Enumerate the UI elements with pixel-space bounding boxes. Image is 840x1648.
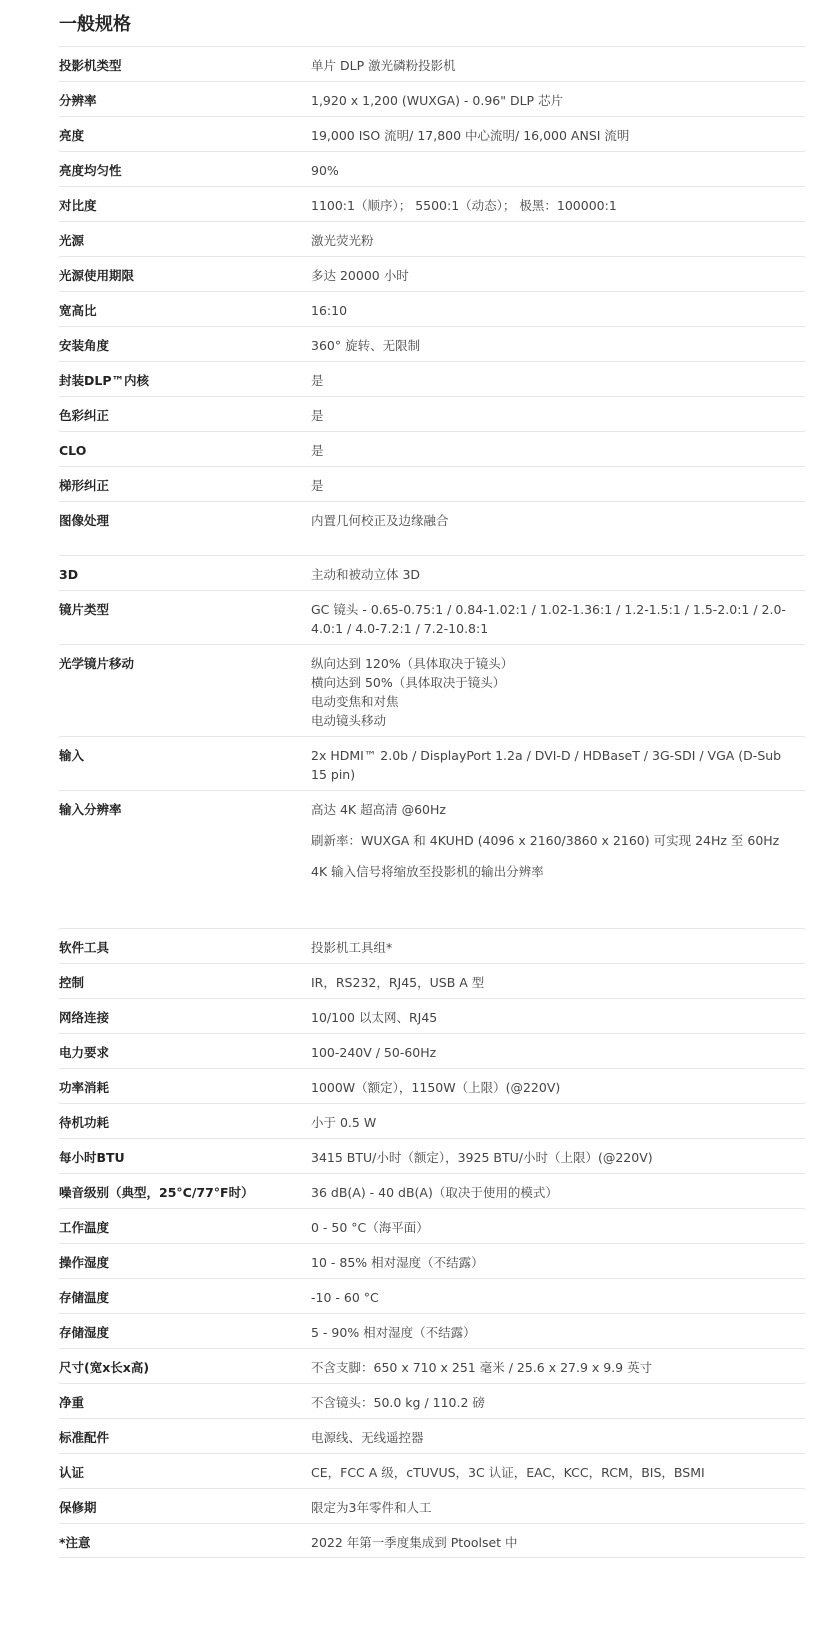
spec-label: 尺寸(宽x长x高) bbox=[59, 1360, 150, 1375]
spec-value bbox=[311, 292, 805, 326]
spec-value bbox=[311, 1419, 805, 1453]
spec-row bbox=[59, 291, 805, 326]
spec-row bbox=[59, 790, 805, 928]
spec-value bbox=[311, 152, 805, 186]
spec-value-line: -10 - 60 °C bbox=[311, 1290, 379, 1305]
spec-row bbox=[59, 186, 805, 221]
spec-label: 3D bbox=[59, 567, 79, 582]
spec-value-paragraph: 高达 4K 超高清 @60Hz bbox=[311, 802, 446, 817]
spec-value bbox=[311, 964, 805, 998]
spec-value-line: 内置几何校正及边缘融合 bbox=[311, 513, 449, 528]
spec-value-line: 2022 年第一季度集成到 Ptoolset 中 bbox=[311, 1535, 518, 1550]
spec-value bbox=[311, 397, 805, 431]
spec-value bbox=[311, 82, 805, 116]
spec-value bbox=[311, 556, 805, 590]
spec-value-line: 1,920 x 1,200 (WUXGA) - 0.96" DLP 芯片 bbox=[311, 93, 564, 108]
spec-value-line: 主动和被动立体 3D bbox=[311, 567, 421, 582]
spec-value bbox=[311, 1524, 805, 1557]
spec-value-line: 小于 0.5 W bbox=[311, 1115, 377, 1130]
spec-label: 存储湿度 bbox=[59, 1325, 110, 1340]
spec-value-paragraph: 4K 输入信号将缩放至投影机的输出分辨率 bbox=[311, 864, 544, 879]
spec-row bbox=[59, 1313, 805, 1348]
spec-label: 噪音级别（典型，25°C/77°F时） bbox=[59, 1185, 254, 1200]
spec-value-line: 不含支脚：650 x 710 x 251 毫米 / 25.6 x 27.9 x 9.9 英寸 bbox=[311, 1360, 653, 1375]
spec-label: 控制 bbox=[59, 975, 85, 990]
spec-value bbox=[311, 1139, 805, 1173]
spec-label: 亮度均匀性 bbox=[59, 163, 122, 178]
spec-label: 标准配件 bbox=[59, 1430, 110, 1445]
spec-label: 输入 bbox=[59, 748, 85, 763]
spec-row bbox=[59, 998, 805, 1033]
spec-value-line: 横向达到 50%（具体取决于镜头） bbox=[311, 675, 506, 690]
spec-value bbox=[311, 1349, 805, 1383]
spec-row bbox=[59, 1243, 805, 1278]
spec-label: 待机功耗 bbox=[59, 1115, 110, 1130]
spec-value bbox=[311, 1314, 805, 1348]
spec-row bbox=[59, 81, 805, 116]
spec-value bbox=[311, 1174, 805, 1208]
spec-row bbox=[59, 1523, 805, 1558]
spec-value bbox=[311, 929, 805, 963]
spec-value bbox=[311, 1454, 805, 1488]
spec-row bbox=[59, 1278, 805, 1313]
spec-value-line: 360° 旋转、无限制 bbox=[311, 338, 421, 353]
spec-label: 每小时BTU bbox=[59, 1150, 125, 1165]
spec-label: CLO bbox=[59, 443, 87, 458]
spec-value bbox=[311, 791, 805, 928]
spec-label: 认证 bbox=[59, 1465, 85, 1480]
spec-label: 输入分辨率 bbox=[59, 802, 122, 817]
spec-value-line: 是 bbox=[311, 443, 324, 458]
spec-label: 色彩纠正 bbox=[59, 408, 110, 423]
spec-label: 光学镜片移动 bbox=[59, 656, 135, 671]
spec-row bbox=[59, 1173, 805, 1208]
spec-value bbox=[311, 1209, 805, 1243]
spec-row bbox=[59, 1033, 805, 1068]
spec-label: 光源使用期限 bbox=[59, 268, 135, 283]
spec-value bbox=[311, 1279, 805, 1313]
spec-value-line: 3415 BTU/小时（额定），3925 BTU/小时（上限）(@220V) bbox=[311, 1150, 653, 1165]
spec-row bbox=[59, 116, 805, 151]
spec-value-line: 1000W（额定），1150W（上限）(@220V) bbox=[311, 1080, 561, 1095]
spec-row bbox=[59, 736, 805, 790]
spec-row bbox=[59, 928, 805, 963]
spec-value bbox=[311, 362, 805, 396]
section-title: 一般规格 bbox=[59, 14, 131, 35]
spec-value-line: 90% bbox=[311, 163, 339, 178]
spec-value-paragraph: 刷新率：WUXGA 和 4KUHD (4096 x 2160/3860 x 2160) 可实现 24Hz 至 60Hz bbox=[311, 833, 780, 848]
spec-table bbox=[59, 46, 805, 1558]
spec-value-line: 激光荧光粉 bbox=[311, 233, 374, 248]
spec-value bbox=[311, 467, 805, 501]
spec-label: *注意 bbox=[59, 1535, 91, 1550]
spec-row bbox=[59, 1383, 805, 1418]
spec-row bbox=[59, 1138, 805, 1173]
spec-value bbox=[311, 257, 805, 291]
spec-label: 净重 bbox=[59, 1395, 85, 1410]
spec-row bbox=[59, 396, 805, 431]
spec-value bbox=[311, 1069, 805, 1103]
spec-label: 对比度 bbox=[59, 198, 97, 213]
spec-value bbox=[311, 1489, 805, 1523]
spec-row bbox=[59, 555, 805, 590]
spec-value-line: 1100:1（顺序）； 5500:1（动态）； 极黑：100000:1 bbox=[311, 198, 617, 213]
spec-label: 梯形纠正 bbox=[59, 478, 110, 493]
spec-value bbox=[311, 1244, 805, 1278]
spec-value bbox=[311, 222, 805, 256]
spec-row bbox=[59, 590, 805, 644]
spec-value bbox=[311, 591, 805, 644]
spec-value-line: GC 镜头 - 0.65-0.75:1 / 0.84-1.02:1 / 1.02-1.36:1 / 1.2-1.5:1 / 1.5-2.0:1 / 2.0-4.0:1 / 4.0-7.2:1 / 7.2-10.8:1 bbox=[311, 602, 786, 636]
spec-row bbox=[59, 963, 805, 998]
spec-label: 图像处理 bbox=[59, 513, 110, 528]
spec-value-line: 电动变焦和对焦 bbox=[311, 694, 399, 709]
spec-row bbox=[59, 1453, 805, 1488]
spec-value-line: 10 - 85% 相对湿度（不结露） bbox=[311, 1255, 484, 1270]
spec-value bbox=[311, 327, 805, 361]
spec-value-line: 限定为3年零件和人工 bbox=[311, 1500, 432, 1515]
spec-label: 软件工具 bbox=[59, 940, 110, 955]
spec-value bbox=[311, 1034, 805, 1068]
spec-value-line: 纵向达到 120%（具体取决于镜头） bbox=[311, 656, 514, 671]
spec-label: 分辨率 bbox=[59, 93, 97, 108]
spec-value-line: 是 bbox=[311, 373, 324, 388]
spec-value-line: CE，FCC A 级，cTUVUS，3C 认证，EAC，KCC，RCM，BIS，BSMI bbox=[311, 1465, 705, 1480]
spec-value bbox=[311, 187, 805, 221]
spec-value-line: 电动镜头移动 bbox=[311, 713, 387, 728]
spec-value-line: 是 bbox=[311, 478, 324, 493]
spec-row bbox=[59, 256, 805, 291]
spec-label: 封装DLP™内核 bbox=[59, 373, 150, 388]
spec-value bbox=[311, 432, 805, 466]
spec-value bbox=[311, 737, 805, 790]
spec-label: 投影机类型 bbox=[59, 58, 122, 73]
spec-row bbox=[59, 361, 805, 396]
spec-value-line: IR，RS232，RJ45，USB A 型 bbox=[311, 975, 485, 990]
spec-value bbox=[311, 47, 805, 81]
spec-row bbox=[59, 1068, 805, 1103]
spec-value-line: 是 bbox=[311, 408, 324, 423]
spec-label: 镜片类型 bbox=[59, 602, 110, 617]
spec-value bbox=[311, 502, 805, 555]
spec-row bbox=[59, 644, 805, 736]
spec-row bbox=[59, 46, 805, 81]
spec-label: 存储温度 bbox=[59, 1290, 110, 1305]
spec-row bbox=[59, 221, 805, 256]
spec-value bbox=[311, 1384, 805, 1418]
spec-value-line: 19,000 ISO 流明/ 17,800 中心流明/ 16,000 ANSI 流明 bbox=[311, 128, 630, 143]
spec-value bbox=[311, 117, 805, 151]
spec-row bbox=[59, 1208, 805, 1243]
spec-label: 操作湿度 bbox=[59, 1255, 110, 1270]
spec-value bbox=[311, 645, 805, 736]
spec-label: 网络连接 bbox=[59, 1010, 110, 1025]
spec-label: 电力要求 bbox=[59, 1045, 110, 1060]
spec-value-line: 36 dB(A) - 40 dB(A)（取决于使用的模式） bbox=[311, 1185, 558, 1200]
spec-value-line: 电源线、无线遥控器 bbox=[311, 1430, 424, 1445]
spec-row bbox=[59, 1103, 805, 1138]
spec-label: 宽高比 bbox=[59, 303, 97, 318]
spec-row bbox=[59, 431, 805, 466]
spec-label: 亮度 bbox=[59, 128, 85, 143]
spec-row bbox=[59, 151, 805, 186]
spec-value-line: 2x HDMI™ 2.0b / DisplayPort 1.2a / DVI-D / HDBaseT / 3G-SDI / VGA (D-Sub 15 pin) bbox=[311, 748, 782, 782]
spec-row bbox=[59, 1488, 805, 1523]
spec-row bbox=[59, 326, 805, 361]
spec-label: 安装角度 bbox=[59, 338, 110, 353]
spec-value-line: 不含镜头：50.0 kg / 110.2 磅 bbox=[311, 1395, 485, 1410]
spec-label: 保修期 bbox=[59, 1500, 97, 1515]
spec-value-line: 多达 20000 小时 bbox=[311, 268, 409, 283]
spec-value-line: 10/100 以太网、RJ45 bbox=[311, 1010, 438, 1025]
spec-value-line: 0 - 50 °C（海平面） bbox=[311, 1220, 429, 1235]
spec-label: 工作温度 bbox=[59, 1220, 110, 1235]
spec-row bbox=[59, 1418, 805, 1453]
spec-value-line: 5 - 90% 相对湿度（不结露） bbox=[311, 1325, 476, 1340]
spec-label: 光源 bbox=[59, 233, 85, 248]
spec-label: 功率消耗 bbox=[59, 1080, 110, 1095]
spec-row bbox=[59, 1348, 805, 1383]
spec-value-line: 投影机工具组* bbox=[311, 940, 393, 955]
spec-row bbox=[59, 466, 805, 501]
spec-value-line: 单片 DLP 激光磷粉投影机 bbox=[311, 58, 456, 73]
spec-value bbox=[311, 1104, 805, 1138]
spec-value-line: 100-240V / 50-60Hz bbox=[311, 1045, 437, 1060]
spec-value-line: 16:10 bbox=[311, 303, 348, 318]
spec-row bbox=[59, 501, 805, 555]
spec-value bbox=[311, 999, 805, 1033]
